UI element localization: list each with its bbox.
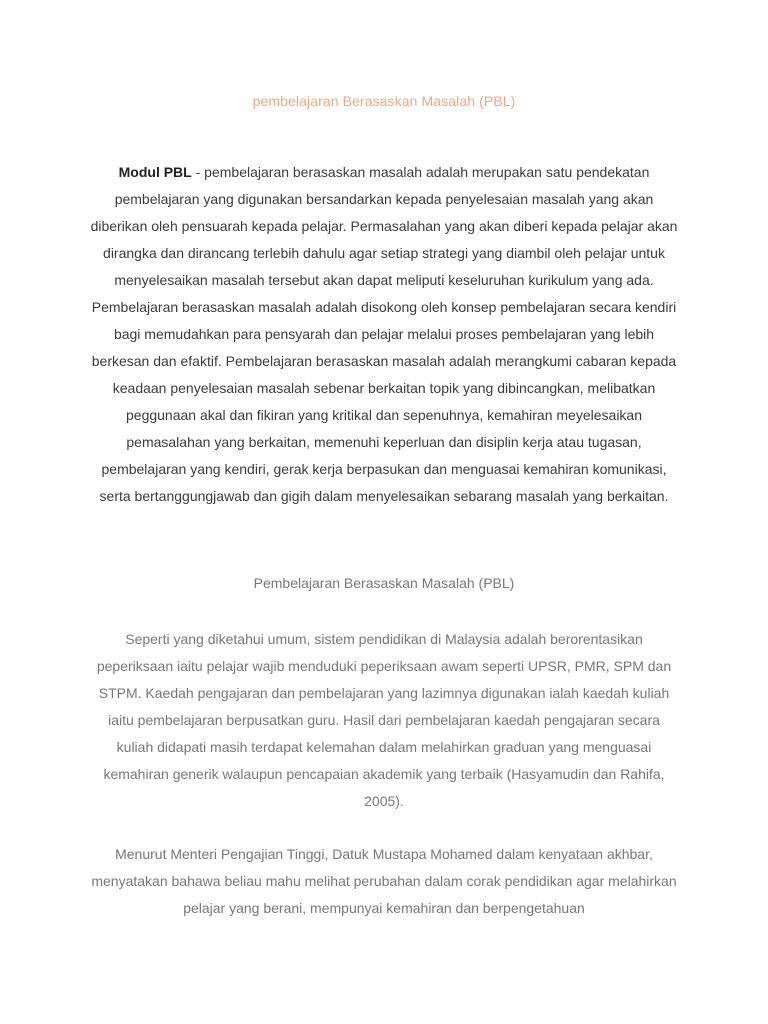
paragraph-lead-bold: Modul PBL bbox=[118, 164, 192, 180]
document-title: pembelajaran Berasaskan Masalah (PBL) bbox=[252, 93, 516, 109]
section-heading: Pembelajaran Berasaskan Masalah (PBL) bbox=[253, 575, 515, 591]
paragraph-modul-pbl bbox=[88, 159, 680, 510]
paragraph-body: - pembelajaran berasaskan masalah adalah merupakan satu pendekatan pembelajaran yang digunakan bersandarkan kepada penyelesaian masalah yang akan diberikan oleh pensuarah kepada pelajar. Permasalahan yang akan diberi kepada pelajar akan dirangka dan dirancang terlebih dahulu agar setiap strategi yang diambil oleh pelajar untuk menyelesaikan masalah tersebut akan dapat meliputi keseluruhan kurikulum yang ada. Pembelajaran berasaskan masalah adalah disokong oleh konsep pembelajaran secara kendiri bagi memudahkan para pensyarah dan pelajar melalui proses pembelajaran yang lebih berkesan dan efaktif. Pembelajaran berasaskan masalah adalah merangkumi cabaran kepada keadaan penyelesaian masalah sebenar berkaitan topik yang dibincangkan, melibatkan peggunaan akal dan fikiran yang kritikal dan sepenuhnya, kemahiran meyelesaikan pemasalahan yang berkaitan, memenuhi keperluan dan disiplin kerja atau tugasan, pembelajaran yang kendiri, gerak kerja berpasukan dan menguasai kemahiran komunikasi, serta bertanggungjawab dan gigih dalam menyelesaikan sebarang masalah yang berkaitan. bbox=[90, 164, 678, 504]
paragraph-sistem-pendidikan: Seperti yang diketahui umum, sistem pendidikan di Malaysia adalah berorentasikan peperiksaan iaitu pelajar wajib menduduki peperiksaan awam seperti UPSR, PMR, SPM dan STPM. Kaedah pengajaran dan pembelajaran yang lazimnya digunakan ialah kaedah kuliah iaitu pembelajaran berpusatkan guru. Hasil dari pembelajaran kaedah pengajaran secara kuliah didapati masih terdapat kelemahan dalam melahirkan graduan yang menguasai kemahiran generik walaupun pencapaian akademik yang terbaik (Hasyamudin dan Rahifa, 2005). bbox=[96, 631, 672, 809]
paragraph-menteri: Menurut Menteri Pengajian Tinggi, Datuk Mustapa Mohamed dalam kenyataan akhbar, menyatakan bahawa beliau mahu melihat perubahan dalam corak pendidikan agar melahirkan pelajar yang berani, mempunyai kemahiran dan berpengetahuan bbox=[91, 846, 677, 916]
